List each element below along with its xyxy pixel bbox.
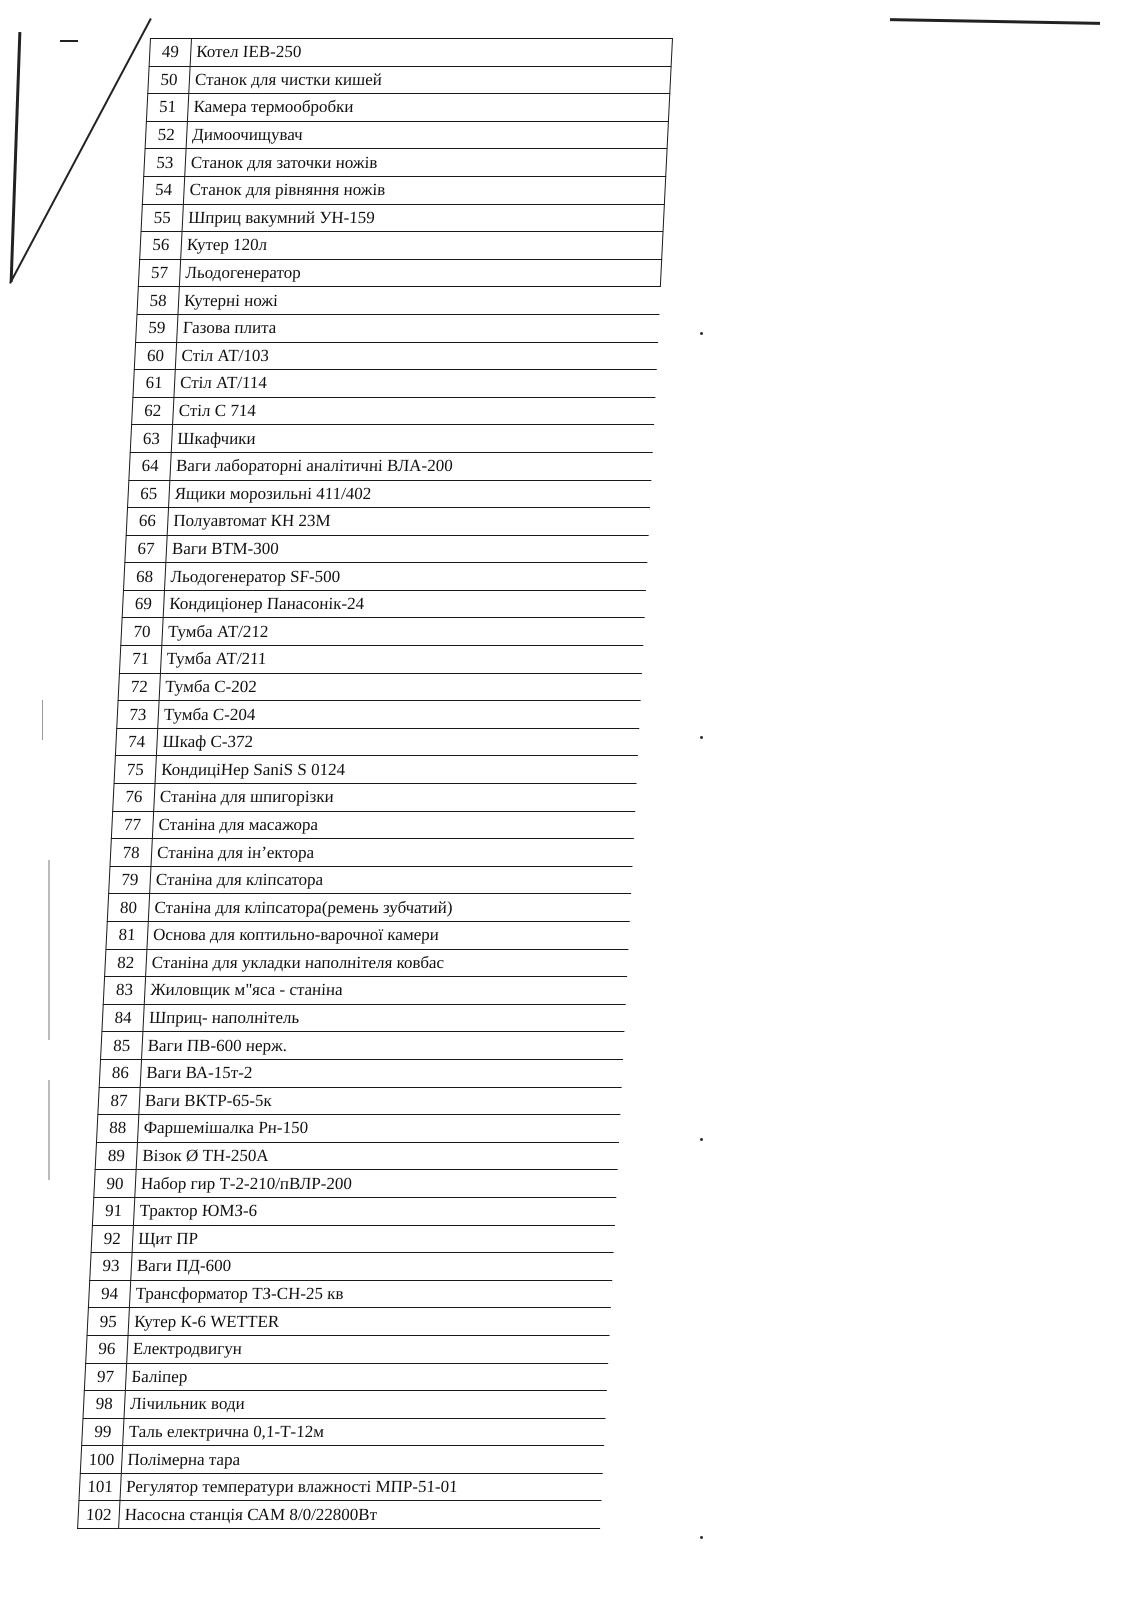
row-number: 69: [122, 590, 164, 618]
row-number: 55: [141, 204, 183, 232]
table-row: [94, 1170, 617, 1198]
scan-dot: [700, 332, 703, 335]
table-row: [129, 452, 652, 480]
table-row: [134, 342, 657, 370]
row-number: 74: [115, 728, 157, 756]
table-row: [137, 287, 660, 315]
row-number: 59: [136, 314, 178, 342]
item-name: Станок для рівняння ножів: [183, 176, 665, 204]
row-number: 61: [133, 370, 175, 398]
item-name: Газова плита: [177, 314, 659, 342]
table-row: [98, 1087, 621, 1115]
table-row: [80, 1446, 603, 1474]
table-row: [136, 314, 659, 342]
table-row: [130, 425, 653, 453]
item-name: Щит ПР: [132, 1225, 614, 1253]
row-number: 57: [138, 259, 180, 287]
scan-mark-left-edge-2: [48, 860, 50, 1040]
row-number: 64: [129, 452, 171, 480]
item-name: Стіл АТ/103: [175, 342, 657, 370]
table-row: [101, 1032, 624, 1060]
table-row: [142, 176, 665, 204]
table-row: [102, 1004, 625, 1032]
table-row: [128, 480, 651, 508]
scan-mark-left-edge-3: [48, 1080, 50, 1180]
item-name: Станіна для укладки наполнітеля ковбас: [146, 949, 628, 977]
item-name: Шприц вакумний УН-159: [182, 204, 664, 232]
item-name: Полуавтомат КН 23М: [167, 508, 649, 536]
scan-mark-top-right: [890, 18, 1100, 25]
item-name: Основа для коптильно-варочної камери: [147, 922, 629, 950]
row-number: 49: [149, 39, 191, 67]
row-number: 68: [123, 563, 165, 591]
table-row: [88, 1280, 611, 1308]
row-number: 90: [94, 1170, 136, 1198]
item-name: Ваги ПД-600: [131, 1253, 613, 1281]
item-name: Електродвигун: [127, 1335, 609, 1363]
row-number: 52: [145, 121, 187, 149]
item-name: Димоочищувач: [186, 121, 668, 149]
item-name: Лічильник води: [124, 1391, 606, 1419]
inventory-table-wrapper: [77, 38, 673, 1529]
table-row: [138, 259, 661, 287]
item-name: Ваги ВКТР-65-5к: [139, 1087, 621, 1115]
table-row: [95, 1142, 618, 1170]
table-row: [103, 977, 626, 1005]
row-number: 87: [98, 1087, 140, 1115]
scan-mark-dash: [60, 40, 78, 42]
table-row: [106, 922, 629, 950]
item-name: Ваги лабораторні аналітичні ВЛА-200: [170, 452, 652, 480]
row-number: 86: [99, 1059, 141, 1087]
table-row: [149, 39, 672, 67]
row-number: 102: [78, 1501, 120, 1529]
table-row: [79, 1473, 602, 1501]
row-number: 50: [148, 66, 190, 94]
item-name: Льодогенератор: [179, 259, 661, 287]
row-number: 88: [96, 1115, 138, 1143]
table-row: [92, 1197, 615, 1225]
item-name: Полімерна тара: [121, 1446, 603, 1474]
item-name: Таль електрична 0,1-Т-12м: [123, 1418, 605, 1446]
row-number: 73: [117, 701, 159, 729]
row-number: 58: [137, 287, 179, 315]
scan-mark-diagonal: [9, 18, 152, 284]
table-row: [148, 66, 671, 94]
item-name: Візок Ø ТН-250А: [136, 1142, 618, 1170]
row-number: 51: [146, 94, 188, 122]
table-row: [114, 756, 637, 784]
table-row: [145, 121, 668, 149]
row-number: 101: [79, 1473, 121, 1501]
item-name: Трансформатор ТЗ-СН-25 кв: [129, 1280, 611, 1308]
row-number: 92: [91, 1225, 133, 1253]
item-name: Камера термообробки: [187, 94, 669, 122]
row-number: 94: [88, 1280, 130, 1308]
item-name: Станіна для кліпсатора(ремень зубчатий): [148, 894, 630, 922]
row-number: 75: [114, 756, 156, 784]
row-number: 65: [128, 480, 170, 508]
item-name: Ваги ВА-15т-2: [140, 1059, 622, 1087]
table-row: [107, 894, 630, 922]
item-name: Шкафчики: [171, 425, 653, 453]
table-row: [109, 866, 632, 894]
item-name: Станок для чистки кишей: [189, 66, 671, 94]
row-number: 72: [118, 673, 160, 701]
table-row: [84, 1363, 607, 1391]
row-number: 71: [119, 646, 161, 674]
table-row: [133, 370, 656, 398]
row-number: 79: [109, 866, 151, 894]
scan-dot: [700, 1536, 703, 1539]
row-number: 98: [83, 1391, 125, 1419]
table-row: [125, 535, 648, 563]
item-name: Станок для заточки ножів: [185, 149, 667, 177]
table-row: [140, 232, 663, 260]
table-row: [113, 784, 636, 812]
row-number: 97: [84, 1363, 126, 1391]
row-number: 67: [125, 535, 167, 563]
table-row: [83, 1391, 606, 1419]
row-number: 89: [95, 1142, 137, 1170]
item-name: Тумба С-204: [158, 701, 640, 729]
item-name: Трактор ЮМЗ-6: [133, 1197, 615, 1225]
table-row: [146, 94, 669, 122]
row-number: 77: [111, 811, 153, 839]
item-name: Кутер К-6 WETTER: [128, 1308, 610, 1336]
row-number: 85: [101, 1032, 143, 1060]
item-name: Ящики морозильні 411/402: [169, 480, 651, 508]
item-name: Шкаф С-372: [156, 728, 638, 756]
table-row: [141, 204, 664, 232]
item-name: Тумба АТ/212: [162, 618, 644, 646]
row-number: 56: [140, 232, 182, 260]
item-name: Кутерні ножі: [178, 287, 660, 315]
item-name: Тумба АТ/211: [160, 646, 642, 674]
row-number: 83: [103, 977, 145, 1005]
item-name: Ваги ПВ-600 нерж.: [142, 1032, 624, 1060]
row-number: 100: [80, 1446, 122, 1474]
scan-mark-top-left: [10, 32, 22, 282]
table-row: [96, 1115, 619, 1143]
row-number: 81: [106, 922, 148, 950]
table-row: [111, 811, 634, 839]
table-row: [118, 673, 641, 701]
item-name: Станіна для ін’ектора: [151, 839, 633, 867]
table-row: [115, 728, 638, 756]
row-number: 54: [142, 176, 184, 204]
table-row: [119, 646, 642, 674]
table-row: [132, 397, 655, 425]
item-name: Станіна для кліпсатора: [150, 866, 632, 894]
table-row: [82, 1418, 605, 1446]
table-row: [110, 839, 633, 867]
row-number: 82: [105, 949, 147, 977]
row-number: 80: [107, 894, 149, 922]
table-row: [123, 563, 646, 591]
row-number: 62: [132, 397, 174, 425]
table-row: [144, 149, 667, 177]
item-name: Кондиціонер Панасонік-24: [163, 590, 645, 618]
row-number: 96: [86, 1335, 128, 1363]
row-number: 78: [110, 839, 152, 867]
table-row: [121, 618, 644, 646]
table-row: [87, 1308, 610, 1336]
item-name: Насосна станція САМ 8/0/22800Вт: [119, 1501, 601, 1529]
item-name: Станіна для шпигорізки: [154, 784, 636, 812]
item-name: Стіл АТ/114: [174, 370, 656, 398]
scan-dot: [700, 736, 703, 739]
scan-dot: [700, 1138, 703, 1141]
item-name: Тумба С-202: [159, 673, 641, 701]
item-name: Льодогенератор SF-500: [164, 563, 646, 591]
table-row: [105, 949, 628, 977]
table-row: [90, 1253, 613, 1281]
row-number: 91: [92, 1197, 134, 1225]
item-name: Регулятор температури влажності МПР-51-01: [120, 1473, 602, 1501]
item-name: Фаршемішалка Рн-150: [137, 1115, 619, 1143]
row-number: 76: [113, 784, 155, 812]
row-number: 53: [144, 149, 186, 177]
table-row: [126, 508, 649, 536]
item-name: Шприц- наполнітель: [143, 1004, 625, 1032]
item-name: Стіл С 714: [173, 397, 655, 425]
table-row: [91, 1225, 614, 1253]
row-number: 60: [134, 342, 176, 370]
row-number: 66: [126, 508, 168, 536]
item-name: Ваги ВТМ-300: [166, 535, 648, 563]
item-name: Котел IEB-250: [190, 39, 672, 67]
item-name: КондиціНер SaniS S 0124: [155, 756, 637, 784]
item-name: Кутер 120л: [181, 232, 663, 260]
table-row: [99, 1059, 622, 1087]
inventory-table: [77, 38, 673, 1529]
row-number: 99: [82, 1418, 124, 1446]
row-number: 84: [102, 1004, 144, 1032]
row-number: 63: [130, 425, 172, 453]
row-number: 93: [90, 1253, 132, 1281]
item-name: Станіна для масажора: [152, 811, 634, 839]
row-number: 95: [87, 1308, 129, 1336]
scan-mark-left-edge: [42, 700, 43, 740]
row-number: 70: [121, 618, 163, 646]
table-row: [117, 701, 640, 729]
item-name: Баліпер: [125, 1363, 607, 1391]
item-name: Жиловщик м"яса - станіна: [144, 977, 626, 1005]
table-row: [86, 1335, 609, 1363]
item-name: Набор гир Т-2-210/пВЛР-200: [135, 1170, 617, 1198]
table-row: [122, 590, 645, 618]
table-row: [78, 1501, 601, 1529]
